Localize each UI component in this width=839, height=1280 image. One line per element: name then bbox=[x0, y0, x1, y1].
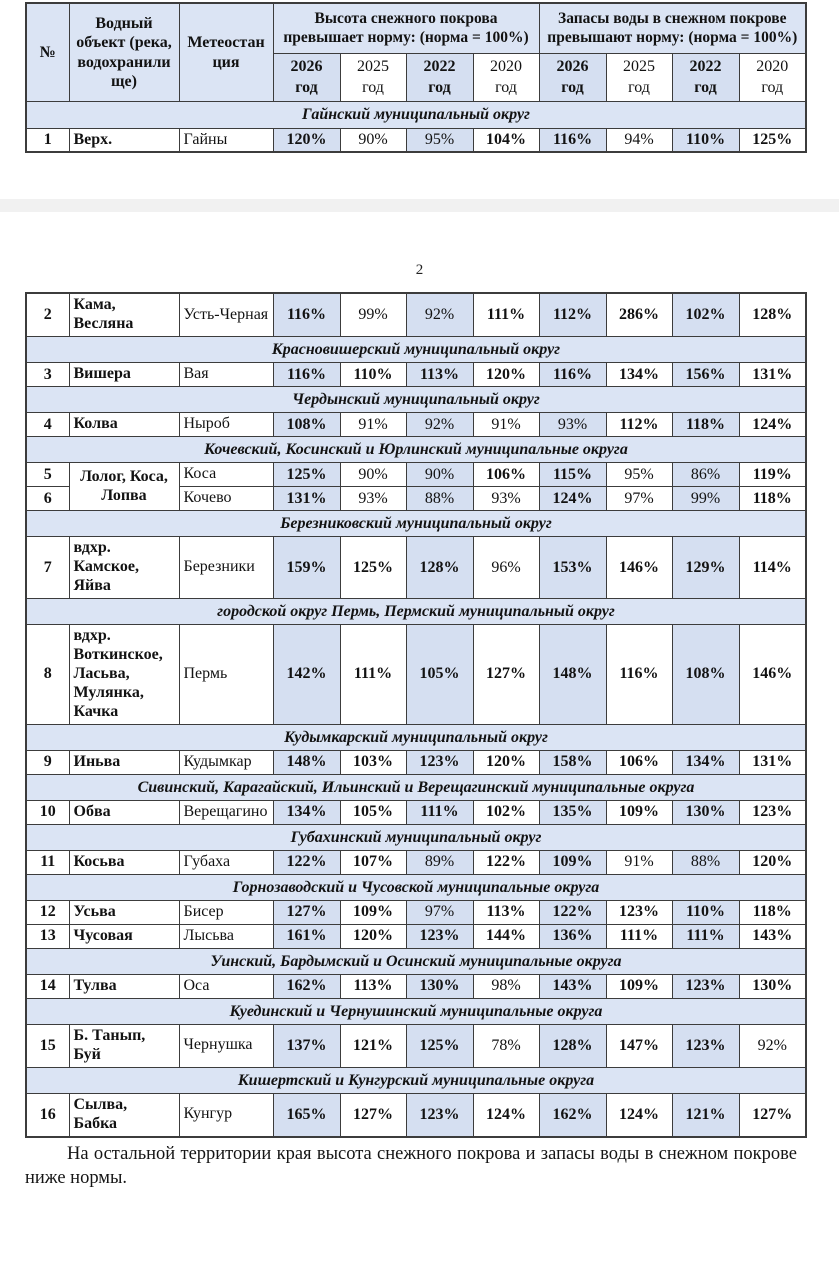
cell-reserves-2025: 97% bbox=[606, 487, 672, 511]
cell-number: 9 bbox=[26, 750, 69, 774]
cell-number: 3 bbox=[26, 363, 69, 387]
cell-reserves-2022: 118% bbox=[672, 413, 739, 437]
section-row bbox=[26, 437, 806, 463]
cell-height-2025: 90% bbox=[340, 128, 406, 152]
cell-number: 8 bbox=[26, 625, 69, 724]
cell-height-2025: 105% bbox=[340, 800, 406, 824]
cell-water-object: вдхр. Воткинское, Ласьва, Мулянка, Качка bbox=[69, 625, 179, 724]
cell-reserves-2022: 102% bbox=[672, 293, 739, 336]
section-row-label: Уинский, Бардымский и Осинский муниципальные округа bbox=[26, 948, 806, 974]
cell-reserves-2022: 130% bbox=[672, 800, 739, 824]
cell-reserves-2025: 134% bbox=[606, 363, 672, 387]
cell-height-2025: 93% bbox=[340, 487, 406, 511]
cell-number: 10 bbox=[26, 800, 69, 824]
data-row bbox=[26, 463, 806, 487]
cell-water-object: Иньва bbox=[69, 750, 179, 774]
page-break-band bbox=[0, 199, 839, 212]
cell-height-2020: 122% bbox=[473, 850, 539, 874]
group-water-reserves-header: Запасы воды в снежном покрове превышают норму: (норма = 100%) bbox=[539, 3, 806, 53]
section-row bbox=[26, 102, 806, 128]
group-snow-height-header: Высота снежного покрова превышает норму: (норма = 100%) bbox=[273, 3, 539, 53]
cell-height-2025: 110% bbox=[340, 363, 406, 387]
cell-height-2025: 120% bbox=[340, 924, 406, 948]
cell-water-object: Лолог, Коса, Лопва bbox=[69, 463, 179, 511]
cell-height-2026: 131% bbox=[273, 487, 340, 511]
data-row bbox=[26, 537, 806, 599]
cell-number: 5 bbox=[26, 463, 69, 487]
cell-reserves-2020: 119% bbox=[739, 463, 806, 487]
cell-reserves-2026: 153% bbox=[539, 537, 606, 599]
cell-reserves-2022: 123% bbox=[672, 1024, 739, 1067]
cell-reserves-2026: 93% bbox=[539, 413, 606, 437]
cell-reserves-2025: 286% bbox=[606, 293, 672, 336]
section-row bbox=[26, 337, 806, 363]
section-row-label: Красновишерский муниципальный округ bbox=[26, 337, 806, 363]
section-row-label: Сивинский, Карагайский, Ильинский и Верещагинский муниципальные округа bbox=[26, 774, 806, 800]
cell-reserves-2020: 131% bbox=[739, 363, 806, 387]
cell-reserves-2025: 111% bbox=[606, 924, 672, 948]
cell-height-2026: 122% bbox=[273, 850, 340, 874]
cell-reserves-2020: 125% bbox=[739, 128, 806, 152]
cell-height-2025: 109% bbox=[340, 900, 406, 924]
cell-water-object: Сылва, Бабка bbox=[69, 1093, 179, 1136]
data-row bbox=[26, 900, 806, 924]
cell-number: 14 bbox=[26, 974, 69, 998]
cell-height-2020: 120% bbox=[473, 750, 539, 774]
cell-height-2020: 91% bbox=[473, 413, 539, 437]
cell-height-2025: 90% bbox=[340, 463, 406, 487]
cell-reserves-2025: 109% bbox=[606, 974, 672, 998]
cell-reserves-2026: 112% bbox=[539, 293, 606, 336]
cell-height-2025: 125% bbox=[340, 537, 406, 599]
cell-water-object: Вишера bbox=[69, 363, 179, 387]
section-row-label: Гайнский муниципальный округ bbox=[26, 102, 806, 128]
cell-height-2025: 113% bbox=[340, 974, 406, 998]
cell-reserves-2025: 116% bbox=[606, 625, 672, 724]
section-row-label: Березниковский муниципальный округ bbox=[26, 511, 806, 537]
data-row bbox=[26, 293, 806, 336]
cell-reserves-2020: 120% bbox=[739, 850, 806, 874]
section-row bbox=[26, 948, 806, 974]
cell-height-2026: 159% bbox=[273, 537, 340, 599]
cell-reserves-2022: 129% bbox=[672, 537, 739, 599]
cell-reserves-2022: 86% bbox=[672, 463, 739, 487]
cell-height-2020: 113% bbox=[473, 900, 539, 924]
section-row-label: Куединский и Чернушинский муниципальные округа bbox=[26, 998, 806, 1024]
cell-height-2025: 121% bbox=[340, 1024, 406, 1067]
cell-reserves-2026: 143% bbox=[539, 974, 606, 998]
section-row-label: Губахинский муниципальный округ bbox=[26, 824, 806, 850]
cell-height-2026: 165% bbox=[273, 1093, 340, 1136]
cell-station: Кунгур bbox=[179, 1093, 273, 1136]
cell-number: 16 bbox=[26, 1093, 69, 1136]
year-header-height-2020: 2020 год bbox=[473, 53, 539, 102]
cell-water-object: вдхр. Камское, Яйва bbox=[69, 537, 179, 599]
cell-reserves-2025: 146% bbox=[606, 537, 672, 599]
cell-height-2026: 161% bbox=[273, 924, 340, 948]
cell-height-2025: 127% bbox=[340, 1093, 406, 1136]
cell-height-2026: 134% bbox=[273, 800, 340, 824]
cell-reserves-2025: 94% bbox=[606, 128, 672, 152]
cell-reserves-2026: 109% bbox=[539, 850, 606, 874]
cell-number: 13 bbox=[26, 924, 69, 948]
cell-height-2026: 108% bbox=[273, 413, 340, 437]
cell-reserves-2026: 128% bbox=[539, 1024, 606, 1067]
cell-station: Ныроб bbox=[179, 413, 273, 437]
table-fragment-page2 bbox=[25, 292, 839, 1137]
cell-height-2020: 124% bbox=[473, 1093, 539, 1136]
data-row bbox=[26, 974, 806, 998]
data-row bbox=[26, 625, 806, 724]
cell-height-2020: 111% bbox=[473, 293, 539, 336]
cell-water-object: Обва bbox=[69, 800, 179, 824]
section-row bbox=[26, 874, 806, 900]
cell-reserves-2020: 131% bbox=[739, 750, 806, 774]
cell-height-2026: 148% bbox=[273, 750, 340, 774]
cell-height-2026: 116% bbox=[273, 293, 340, 336]
cell-reserves-2026: 135% bbox=[539, 800, 606, 824]
cell-reserves-2025: 95% bbox=[606, 463, 672, 487]
cell-reserves-2020: 128% bbox=[739, 293, 806, 336]
cell-reserves-2026: 162% bbox=[539, 1093, 606, 1136]
col-number-header: № bbox=[26, 3, 69, 102]
section-row bbox=[26, 387, 806, 413]
cell-station: Коса bbox=[179, 463, 273, 487]
cell-height-2025: 111% bbox=[340, 625, 406, 724]
cell-reserves-2020: 118% bbox=[739, 487, 806, 511]
cell-reserves-2026: 116% bbox=[539, 363, 606, 387]
table-fragment-page1 bbox=[25, 2, 839, 153]
cell-station: Пермь bbox=[179, 625, 273, 724]
cell-station: Губаха bbox=[179, 850, 273, 874]
year-header-height-2026: 2026 год bbox=[273, 53, 340, 102]
cell-number: 4 bbox=[26, 413, 69, 437]
cell-reserves-2020: 143% bbox=[739, 924, 806, 948]
cell-height-2022: 123% bbox=[406, 1093, 473, 1136]
cell-water-object: Колва bbox=[69, 413, 179, 437]
cell-station: Кудымкар bbox=[179, 750, 273, 774]
year-header-reserves-2022: 2022 год bbox=[672, 53, 739, 102]
cell-reserves-2020: 146% bbox=[739, 625, 806, 724]
cell-height-2020: 127% bbox=[473, 625, 539, 724]
cell-water-object: Косьва bbox=[69, 850, 179, 874]
page-number: 2 bbox=[415, 262, 424, 279]
cell-number: 11 bbox=[26, 850, 69, 874]
section-row bbox=[26, 1067, 806, 1093]
cell-reserves-2025: 112% bbox=[606, 413, 672, 437]
cell-reserves-2025: 124% bbox=[606, 1093, 672, 1136]
cell-reserves-2025: 109% bbox=[606, 800, 672, 824]
cell-water-object: Чусовая bbox=[69, 924, 179, 948]
section-row-label: Кудымкарский муниципальный округ bbox=[26, 724, 806, 750]
year-header-height-2025: 2025 год bbox=[340, 53, 406, 102]
cell-reserves-2026: 148% bbox=[539, 625, 606, 724]
cell-height-2025: 103% bbox=[340, 750, 406, 774]
cell-height-2020: 144% bbox=[473, 924, 539, 948]
cell-station: Верещагино bbox=[179, 800, 273, 824]
cell-height-2020: 78% bbox=[473, 1024, 539, 1067]
cell-height-2022: 111% bbox=[406, 800, 473, 824]
cell-water-object: Кама, Весляна bbox=[69, 293, 179, 336]
cell-reserves-2022: 110% bbox=[672, 900, 739, 924]
section-row bbox=[26, 824, 806, 850]
cell-height-2022: 95% bbox=[406, 128, 473, 152]
cell-reserves-2026: 116% bbox=[539, 128, 606, 152]
cell-height-2020: 106% bbox=[473, 463, 539, 487]
cell-height-2020: 102% bbox=[473, 800, 539, 824]
cell-reserves-2020: 92% bbox=[739, 1024, 806, 1067]
year-header-reserves-2025: 2025 год bbox=[606, 53, 672, 102]
cell-height-2022: 130% bbox=[406, 974, 473, 998]
section-row-label: Кишертский и Кунгурский муниципальные округа bbox=[26, 1067, 806, 1093]
cell-height-2020: 104% bbox=[473, 128, 539, 152]
cell-height-2026: 116% bbox=[273, 363, 340, 387]
cell-number: 2 bbox=[26, 293, 69, 336]
section-row bbox=[26, 998, 806, 1024]
cell-height-2020: 93% bbox=[473, 487, 539, 511]
table-header bbox=[26, 3, 806, 102]
snow-table-page2 bbox=[25, 292, 807, 1137]
cell-reserves-2026: 136% bbox=[539, 924, 606, 948]
cell-height-2022: 105% bbox=[406, 625, 473, 724]
cell-reserves-2026: 122% bbox=[539, 900, 606, 924]
data-row bbox=[26, 800, 806, 824]
cell-reserves-2020: 124% bbox=[739, 413, 806, 437]
cell-reserves-2022: 108% bbox=[672, 625, 739, 724]
section-row-label: городской округ Пермь, Пермский муниципальный округ bbox=[26, 599, 806, 625]
col-water-object-header: Водный объект (река, водохранилище) bbox=[69, 3, 179, 102]
cell-height-2022: 125% bbox=[406, 1024, 473, 1067]
section-row-label: Кочевский, Косинский и Юрлинский муниципальные округа bbox=[26, 437, 806, 463]
cell-station: Лысьва bbox=[179, 924, 273, 948]
data-row bbox=[26, 850, 806, 874]
cell-reserves-2022: 156% bbox=[672, 363, 739, 387]
year-header-reserves-2026: 2026 год bbox=[539, 53, 606, 102]
cell-station: Усть-Черная bbox=[179, 293, 273, 336]
cell-station: Вая bbox=[179, 363, 273, 387]
cell-water-object: Тулва bbox=[69, 974, 179, 998]
cell-height-2020: 96% bbox=[473, 537, 539, 599]
data-row bbox=[26, 1024, 806, 1067]
cell-number: 12 bbox=[26, 900, 69, 924]
cell-height-2022: 97% bbox=[406, 900, 473, 924]
cell-height-2026: 142% bbox=[273, 625, 340, 724]
cell-reserves-2022: 121% bbox=[672, 1093, 739, 1136]
section-row bbox=[26, 511, 806, 537]
data-row bbox=[26, 1093, 806, 1136]
section-row-label: Горнозаводский и Чусовской муниципальные округа bbox=[26, 874, 806, 900]
data-row bbox=[26, 363, 806, 387]
cell-water-object: Усьва bbox=[69, 900, 179, 924]
year-header-reserves-2020: 2020 год bbox=[739, 53, 806, 102]
col-station-header: Метеостанция bbox=[179, 3, 273, 102]
cell-number: 15 bbox=[26, 1024, 69, 1067]
cell-station: Чернушка bbox=[179, 1024, 273, 1067]
cell-reserves-2020: 123% bbox=[739, 800, 806, 824]
data-row bbox=[26, 924, 806, 948]
cell-reserves-2022: 110% bbox=[672, 128, 739, 152]
cell-reserves-2020: 118% bbox=[739, 900, 806, 924]
cell-height-2022: 90% bbox=[406, 463, 473, 487]
cell-number: 1 bbox=[26, 128, 69, 152]
cell-height-2022: 92% bbox=[406, 413, 473, 437]
cell-reserves-2022: 134% bbox=[672, 750, 739, 774]
cell-station: Гайны bbox=[179, 128, 273, 152]
cell-height-2025: 99% bbox=[340, 293, 406, 336]
cell-height-2025: 91% bbox=[340, 413, 406, 437]
section-row bbox=[26, 599, 806, 625]
section-row bbox=[26, 724, 806, 750]
cell-reserves-2025: 123% bbox=[606, 900, 672, 924]
cell-height-2022: 88% bbox=[406, 487, 473, 511]
cell-number: 6 bbox=[26, 487, 69, 511]
cell-height-2025: 107% bbox=[340, 850, 406, 874]
cell-reserves-2025: 106% bbox=[606, 750, 672, 774]
section-row-label: Чердынский муниципальный округ bbox=[26, 387, 806, 413]
cell-height-2022: 128% bbox=[406, 537, 473, 599]
cell-height-2022: 123% bbox=[406, 924, 473, 948]
cell-reserves-2020: 127% bbox=[739, 1093, 806, 1136]
cell-reserves-2020: 114% bbox=[739, 537, 806, 599]
cell-height-2020: 120% bbox=[473, 363, 539, 387]
cell-height-2020: 98% bbox=[473, 974, 539, 998]
cell-height-2026: 125% bbox=[273, 463, 340, 487]
cell-water-object: Верх. bbox=[69, 128, 179, 152]
cell-station: Оса bbox=[179, 974, 273, 998]
cell-number: 7 bbox=[26, 537, 69, 599]
cell-reserves-2022: 88% bbox=[672, 850, 739, 874]
cell-reserves-2026: 124% bbox=[539, 487, 606, 511]
cell-height-2026: 137% bbox=[273, 1024, 340, 1067]
cell-reserves-2022: 123% bbox=[672, 974, 739, 998]
cell-height-2026: 162% bbox=[273, 974, 340, 998]
cell-height-2022: 113% bbox=[406, 363, 473, 387]
cell-height-2026: 127% bbox=[273, 900, 340, 924]
cell-reserves-2025: 147% bbox=[606, 1024, 672, 1067]
footer-paragraph: На остальной территории края высота снежного покрова и запасы воды в снежном покрове ниже нормы. bbox=[25, 1143, 797, 1189]
cell-water-object: Б. Танып, Буй bbox=[69, 1024, 179, 1067]
cell-station: Кочево bbox=[179, 487, 273, 511]
year-header-height-2022: 2022 год bbox=[406, 53, 473, 102]
cell-station: Бисер bbox=[179, 900, 273, 924]
snow-table-page1 bbox=[25, 2, 807, 153]
cell-reserves-2020: 130% bbox=[739, 974, 806, 998]
cell-height-2026: 120% bbox=[273, 128, 340, 152]
table-body-page1 bbox=[26, 102, 806, 153]
cell-reserves-2022: 99% bbox=[672, 487, 739, 511]
section-row bbox=[26, 774, 806, 800]
table-body-page2 bbox=[26, 293, 806, 1136]
cell-reserves-2026: 158% bbox=[539, 750, 606, 774]
data-row bbox=[26, 413, 806, 437]
cell-reserves-2025: 91% bbox=[606, 850, 672, 874]
cell-height-2022: 89% bbox=[406, 850, 473, 874]
data-row bbox=[26, 750, 806, 774]
cell-reserves-2022: 111% bbox=[672, 924, 739, 948]
cell-height-2022: 92% bbox=[406, 293, 473, 336]
data-row bbox=[26, 128, 806, 152]
cell-height-2022: 123% bbox=[406, 750, 473, 774]
cell-reserves-2026: 115% bbox=[539, 463, 606, 487]
cell-station: Березники bbox=[179, 537, 273, 599]
